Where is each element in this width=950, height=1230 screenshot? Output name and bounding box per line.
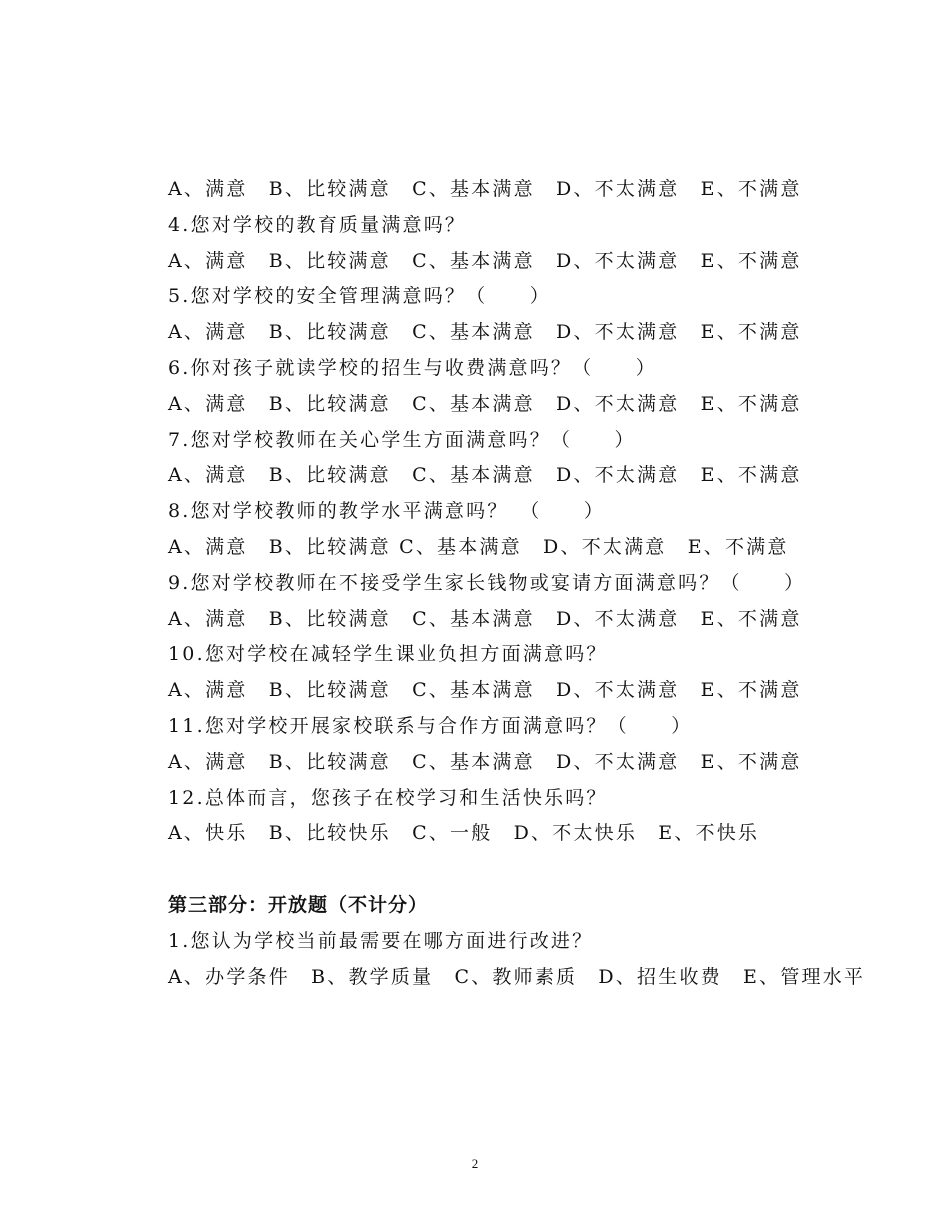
- answer-options-q8: A、满意 B、比较满意 C、基本满意 D、不太满意 E、不满意: [168, 535, 789, 558]
- answer-options-q3: A、满意 B、比较满意 C、基本满意 D、不太满意 E、不满意: [168, 178, 802, 200]
- page-number: 2: [471, 1156, 479, 1171]
- question-5: 5.您对学校的安全管理满意吗？（ ）: [168, 285, 551, 308]
- answer-options-q5: A、满意 B、比较满意 C、基本满意 D、不太满意 E、不满意: [168, 321, 802, 344]
- question-12: 12.总体而言，您孩子在校学习和生活快乐吗？: [168, 786, 608, 809]
- question-4: 4.您对学校的教育质量满意吗？: [168, 213, 467, 236]
- answer-options-q4: A、满意 B、比较满意 C、基本满意 D、不太满意 E、不满意: [168, 249, 802, 272]
- section-3-heading: 第三部分：开放题（不计分）: [168, 893, 429, 916]
- answer-options-q9: A、满意 B、比较满意 C、基本满意 D、不太满意 E、不满意: [168, 607, 802, 630]
- answer-options-q7: A、满意 B、比较满意 C、基本满意 D、不太满意 E、不满意: [168, 464, 802, 487]
- question-6: 6.你对孩子就读学校的招生与收费满意吗？（ ）: [168, 356, 657, 379]
- page-content: [168, 172, 868, 995]
- section-spacer: [168, 852, 868, 888]
- question-7: 7.您对学校教师在关心学生方面满意吗？（ ）: [168, 428, 636, 451]
- answer-options-q11: A、满意 B、比较满意 C、基本满意 D、不太满意 E、不满意: [168, 750, 802, 773]
- answer-options-q6: A、满意 B、比较满意 C、基本满意 D、不太满意 E、不满意: [168, 392, 802, 415]
- answer-options-q12: A、快乐 B、比较快乐 C、一般 D、不太快乐 E、不快乐: [168, 822, 760, 845]
- question-9: 9.您对学校教师在不接受学生家长钱物或宴请方面满意吗？（ ）: [168, 571, 806, 594]
- answer-options-q10: A、满意 B、比较满意 C、基本满意 D、不太满意 E、不满意: [168, 679, 802, 702]
- question-8: 8.您对学校教师的教学水平满意吗？ （ ）: [168, 500, 606, 523]
- question-10: 10.您对学校在减轻学生课业负担方面满意吗？: [168, 643, 608, 666]
- open-question-1-options: A、办学条件 B、教学质量 C、教师素质 D、招生收费 E、管理水平: [168, 965, 866, 988]
- open-question-1: 1.您认为学校当前最需要在哪方面进行改进？: [168, 929, 594, 952]
- question-11: 11.您对学校开展家校联系与合作方面满意吗？（ ）: [168, 714, 693, 737]
